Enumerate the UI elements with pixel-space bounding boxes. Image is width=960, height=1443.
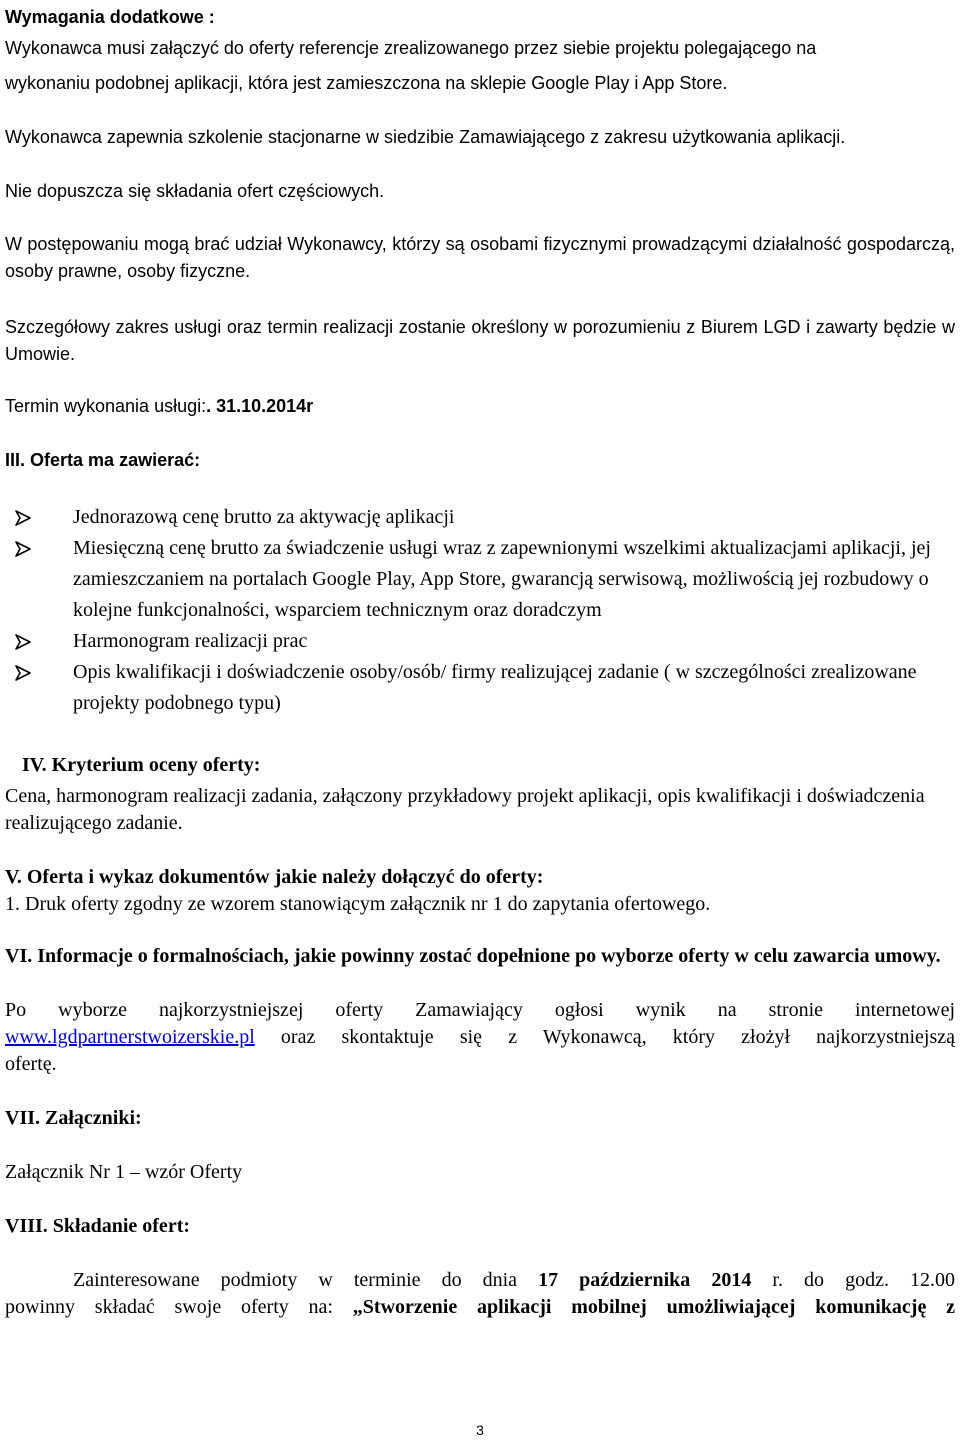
list-item — [5, 657, 955, 719]
participation-paragraph: W postępowaniu mogą brać udział Wykonawcy, którzy są osobami fizycznymi prowadzącymi działalność gospodarczą, osoby prawne, osoby fizyczne. — [5, 234, 955, 281]
arrow-bullet-icon — [15, 665, 31, 681]
arrow-bullet-icon — [15, 541, 31, 557]
website-link[interactable]: www.lgdpartnerstwoizerskie.pl — [5, 1026, 255, 1048]
scope-paragraph: Szczegółowy zakres usługi oraz termin realizacji zostanie określony w porozumieniu z Biurem LGD i zawarty będzie w Umowie. — [5, 317, 955, 364]
arrow-bullet-icon — [15, 634, 31, 650]
section-8-heading: VIII. Składanie ofert: — [5, 1215, 191, 1237]
section-7-heading: VII. Załączniki: — [5, 1107, 142, 1129]
requirement-no-partial-offers: Nie dopuszcza się składania ofert częściowych. — [5, 181, 385, 201]
arrow-bullet-icon — [15, 510, 31, 526]
section-4-heading: IV. Kryterium oceny oferty: — [22, 754, 261, 776]
submission-date: 17 października 2014 — [538, 1269, 752, 1291]
submission-time: r. do godz. 12.00 — [772, 1269, 956, 1291]
submission-target-intro: powinny składać swoje oferty na: — [5, 1296, 333, 1318]
section-3-title: Oferta ma zawierać: — [30, 450, 201, 470]
criteria-paragraph: Cena, harmonogram realizacji zadania, załączony przykładowy projekt aplikacji, opis kwalifikacji i doświadczenia realizującego zadanie. — [5, 785, 925, 834]
offer-item-text: Jednorazową cenę brutto za aktywację aplikacji — [73, 506, 455, 528]
list-item — [5, 533, 955, 626]
submission-project-title: „Stworzenie aplikacji mobilnej umożliwiającej komunikację z — [352, 1296, 955, 1318]
page-number: 3 — [476, 1422, 484, 1438]
submission-line1 — [73, 1267, 955, 1294]
offer-item-text: Opis kwalifikacji i doświadczenie osoby/osób/ firmy realizującej zadanie ( w szczególności zrealizowane projekty podobnego typu) — [73, 661, 917, 714]
submission-intro: Zainteresowane podmioty w terminie do dnia — [73, 1269, 518, 1291]
requirement-references-line1: Wykonawca musi załączyć do oferty referencje zrealizowanego przez siebie projektu polegającego na — [5, 38, 817, 58]
required-document-1: 1. Druk oferty zgodny ze wzorem stanowiącym załącznik nr 1 do zapytania ofertowego. — [5, 893, 711, 915]
offer-item-text: Harmonogram realizacji prac — [73, 630, 308, 652]
result-announcement-line2 — [5, 1024, 955, 1051]
section-3-heading — [5, 447, 955, 474]
list-item — [5, 626, 955, 657]
deadline-value: . 31.10.2014r — [206, 396, 314, 416]
section-3-number: III. — [5, 450, 26, 470]
result-announcement-rest: oraz skontaktuje się z Wykonawcą, który złożył najkorzystniejszą — [254, 1026, 955, 1048]
deadline-line — [5, 393, 955, 420]
attachment-1: Załącznik Nr 1 – wzór Oferty — [5, 1161, 243, 1183]
deadline-label: Termin wykonania usługi: — [5, 396, 207, 416]
result-announcement-line3: ofertę. — [5, 1053, 57, 1075]
list-item — [5, 502, 955, 533]
offer-contents-list — [5, 502, 955, 719]
submission-line2 — [5, 1294, 955, 1321]
offer-item-text: Miesięczną cenę brutto za świadczenie usługi wraz z zapewnionymi wszelkimi aktualizacjami aplikacji, jej zamieszczaniem na portalach Google Play, App Store, gwarancją serwisową, możliwością jej rozbudowy o kolejne funkcjonalności, wsparciem technicznym oraz doradczym — [73, 537, 931, 621]
result-announcement-line1: Po wyborze najkorzystniejszej oferty Zamawiający ogłosi wynik na stronie internetowej — [5, 999, 955, 1021]
requirement-references-line2: wykonaniu podobnej aplikacji, która jest zamieszczona na sklepie Google Play i App Store. — [5, 73, 728, 93]
heading-additional-requirements: Wymagania dodatkowe : — [5, 7, 215, 27]
section-5-heading: V. Oferta i wykaz dokumentów jakie należy dołączyć do oferty: — [5, 866, 544, 888]
section-6-heading: VI. Informacje o formalnościach, jakie powinny zostać dopełnione po wyborze oferty w celu zawarcia umowy. — [5, 945, 941, 967]
requirement-training: Wykonawca zapewnia szkolenie stacjonarne w siedzibie Zamawiającego z zakresu użytkowania aplikacji. — [5, 127, 846, 147]
